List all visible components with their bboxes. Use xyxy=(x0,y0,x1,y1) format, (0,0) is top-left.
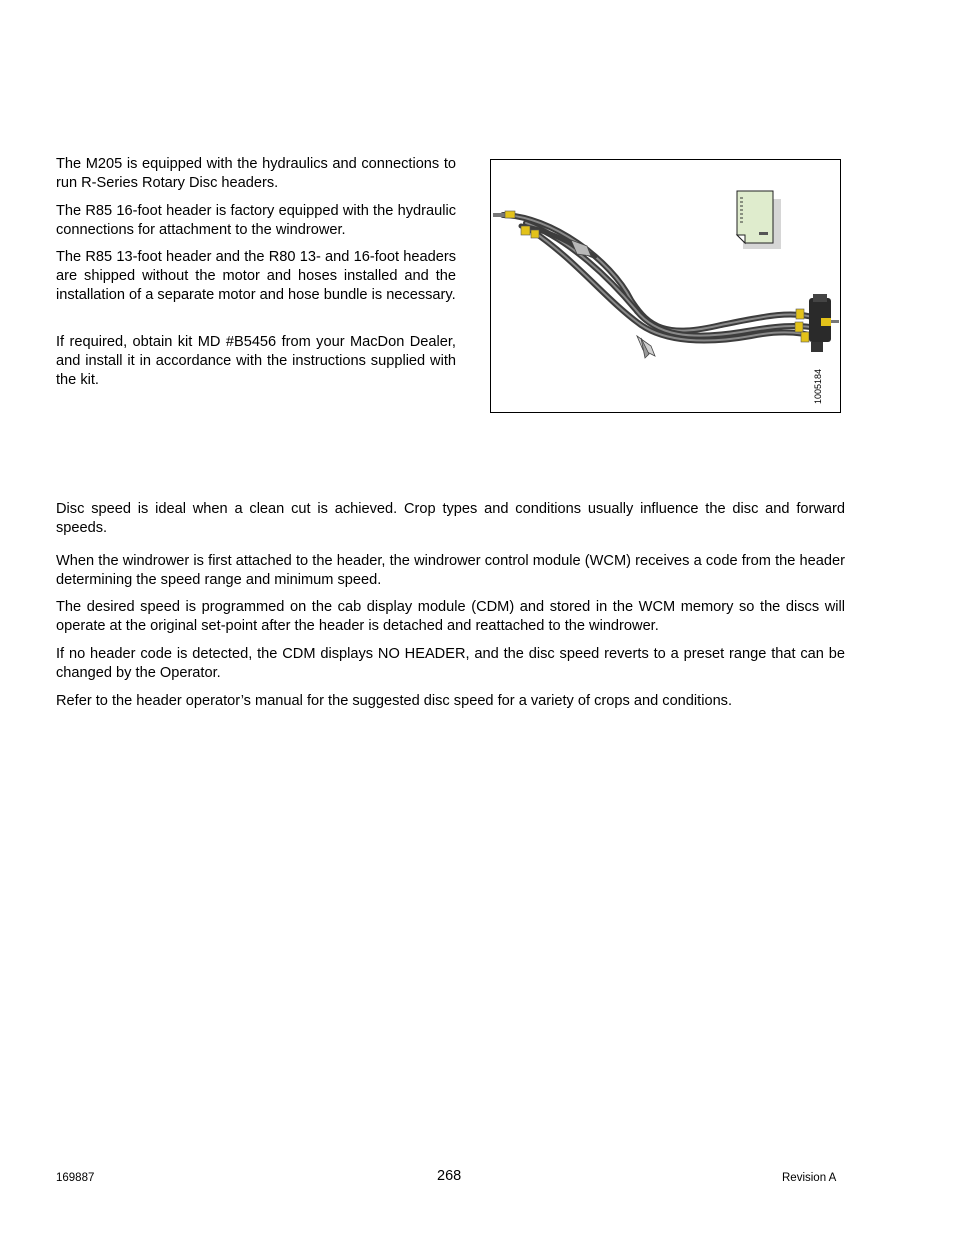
intro-paragraph-4: If required, obtain kit MD #B5456 from your MacDon Dealer, and install it in accordance with the instructions supplied with the kit. xyxy=(56,334,456,388)
figure-id: 1005184 xyxy=(813,368,823,404)
intro-paragraph-2: The R85 16-foot header is factory equipped with the hydraulic connections for attachment to the windrower. xyxy=(56,203,456,238)
disc-speed-paragraph-5: Refer to the header operator’s manual for the suggested disc speed for a variety of crops and conditions. xyxy=(56,693,733,709)
document-number: 169887 xyxy=(56,1172,95,1184)
disc-speed-paragraph-2: When the windrower is first attached to the header, the windrower control module (WCM) receives a code from the header determining the speed range and minimum speed. xyxy=(56,553,845,588)
disc-speed-paragraph-3: The desired speed is programmed on the cab display module (CDM) and stored in the WCM memory so the discs will operate at the original set-point after the header is detached and reattached to the windrower. xyxy=(56,599,845,634)
hose-bundle-illustration xyxy=(491,160,840,412)
page-number: 268 xyxy=(437,1168,462,1184)
motor-icon xyxy=(809,294,839,352)
instruction-sheet-icon xyxy=(737,191,781,249)
revision-label: Revision A xyxy=(782,1172,837,1184)
hose-kit-figure xyxy=(490,159,841,413)
intro-paragraph-1: The M205 is equipped with the hydraulics and connections to run R-Series Rotary Disc headers. xyxy=(56,156,456,191)
disc-speed-paragraph-1: Disc speed is ideal when a clean cut is achieved. Crop types and conditions usually influence the disc and forward speeds. xyxy=(56,501,845,536)
intro-paragraph-3: The R85 13-foot header and the R80 13- and 16-foot headers are shipped without the motor and hoses installed and the installation of a separate motor and hose bundle is necessary. xyxy=(56,249,456,303)
disc-speed-paragraph-4: If no header code is detected, the CDM displays NO HEADER, and the disc speed reverts to a preset range that can be changed by the Operator. xyxy=(56,646,845,681)
